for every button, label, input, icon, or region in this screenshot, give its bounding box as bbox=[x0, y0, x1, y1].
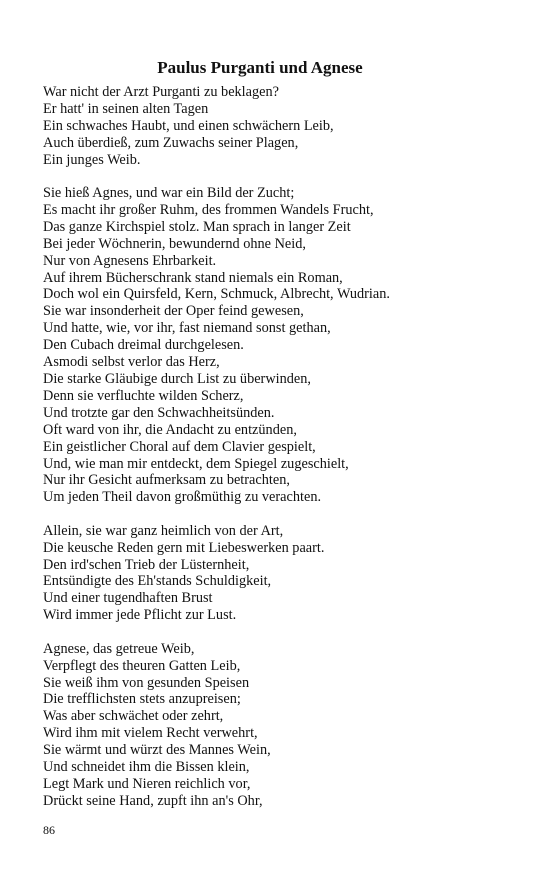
verse-line: War nicht der Arzt Purganti zu beklagen? bbox=[43, 84, 279, 100]
verse-line: Wird ihm mit vielem Recht verwehrt, bbox=[43, 725, 258, 742]
verse-line: Ein schwaches Haubt, und einen schwächern Leib, bbox=[43, 117, 334, 134]
verse-line: Auch überdieß, zum Zuwachs seiner Plagen, bbox=[43, 134, 299, 151]
verse-line: Den Cubach dreimal durchgelesen. bbox=[43, 337, 244, 354]
verse-line: Die trefflichsten stets anzupreisen; bbox=[43, 691, 241, 708]
verse-line: Das ganze Kirchspiel stolz. Man sprach in langer Zeit bbox=[43, 218, 351, 235]
verse-line: Sie hieß Agnes, und war ein Bild der Zucht; bbox=[43, 185, 295, 202]
verse-line: Drückt seine Hand, zupft ihn an's Ohr, bbox=[43, 792, 263, 809]
poem-body bbox=[43, 84, 523, 826]
stanza bbox=[43, 641, 523, 810]
verse-line: Oft ward von ihr, die Andacht zu entzünden, bbox=[43, 421, 297, 438]
verse-line: Sie wärmt und würzt des Mannes Wein, bbox=[43, 742, 271, 759]
verse-line: Was aber schwächet oder zehrt, bbox=[43, 708, 224, 725]
verse-line: Sie war insonderheit der Oper feind gewesen, bbox=[43, 303, 304, 320]
verse-line: Nur ihr Gesicht aufmerksam zu betrachten, bbox=[43, 472, 290, 489]
verse-line: Allein, sie war ganz heimlich von der Art, bbox=[43, 522, 284, 539]
verse-line: Verpflegt des theuren Gatten Leib, bbox=[43, 657, 241, 674]
poem-title: Paulus Purganti und Agnese bbox=[157, 58, 363, 77]
verse-line: Die starke Gläubige durch List zu überwinden, bbox=[43, 371, 311, 387]
stanza bbox=[43, 185, 523, 506]
verse-line: Doch wol ein Quirsfeld, Kern, Schmuck, Albrecht, Wudrian. bbox=[43, 286, 390, 303]
verse-line: Ein junges Weib. bbox=[43, 151, 141, 168]
verse-line: Und, wie man mir entdeckt, dem Spiegel zugeschielt, bbox=[43, 455, 349, 472]
verse-line: Agnese, das getreue Weib, bbox=[43, 640, 195, 657]
stanza bbox=[43, 523, 523, 624]
verse-line: Und einer tugendhaften Brust bbox=[43, 590, 213, 607]
verse-line: Sie weiß ihm von gesunden Speisen bbox=[43, 674, 250, 691]
verse-line: Ein geistlicher Choral auf dem Clavier gespielt, bbox=[43, 438, 316, 455]
verse-line: Wird immer jede Pflicht zur Lust. bbox=[43, 607, 237, 624]
verse-line: Bei jeder Wöchnerin, bewundernd ohne Neid, bbox=[43, 235, 306, 252]
verse-line: Die keusche Reden gern mit Liebeswerken paart. bbox=[43, 539, 325, 556]
verse-line: Nur von Agnesens Ehrbarkeit. bbox=[43, 252, 217, 269]
page-number: 86 bbox=[43, 823, 55, 837]
verse-line: Und hatte, wie, vor ihr, fast niemand sonst gethan, bbox=[43, 320, 331, 337]
verse-line: Und schneidet ihm die Bissen klein, bbox=[43, 759, 250, 776]
verse-line: Asmodi selbst verlor das Herz, bbox=[43, 354, 220, 371]
verse-line: Legt Mark und Nieren reichlich vor, bbox=[43, 775, 251, 792]
verse-line: Er hatt' in seinen alten Tagen bbox=[43, 100, 209, 117]
verse-line: Es macht ihr großer Ruhm, des frommen Wandels Frucht, bbox=[43, 201, 374, 218]
verse-line: Den ird'schen Trieb der Lüsternheit, bbox=[43, 556, 250, 573]
verse-line: Denn sie verfluchte wilden Scherz, bbox=[43, 387, 244, 404]
verse-line: Um jeden Theil davon großmüthig zu verachten. bbox=[43, 489, 322, 506]
verse-line: Auf ihrem Bücherschrank stand niemals ein Roman, bbox=[43, 269, 343, 286]
stanza bbox=[43, 84, 523, 169]
verse-line: Und trotzte gar den Schwachheitsünden. bbox=[43, 404, 275, 421]
verse-line: Entsündigte des Eh'stands Schuldigkeit, bbox=[43, 573, 272, 590]
